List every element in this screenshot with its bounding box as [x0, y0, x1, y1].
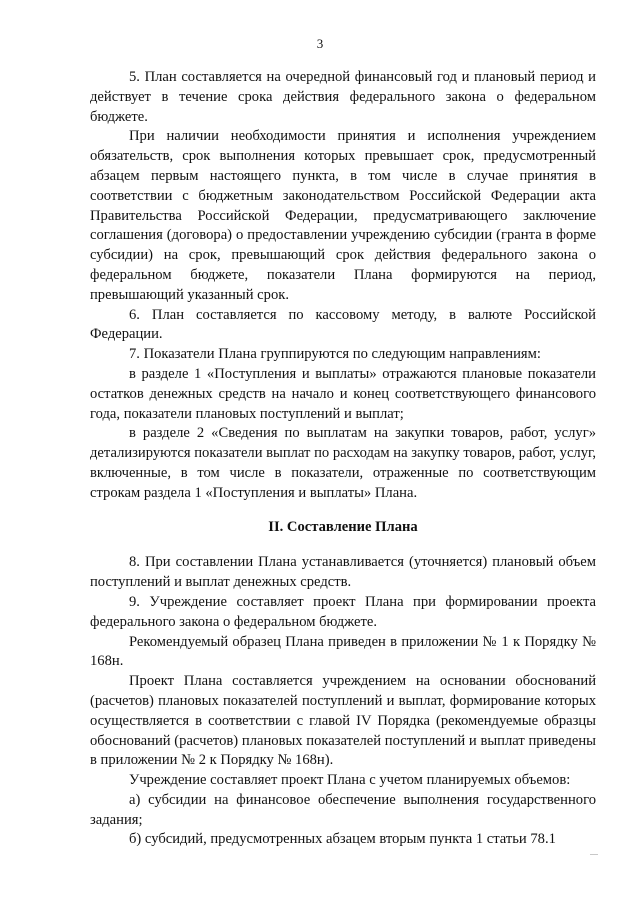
paragraph: Учреждение составляет проект Плана с учетом планируемых объемов:	[129, 772, 571, 789]
paragraph: 8. При составлении Плана устанавливается (уточняется) плановый объем поступлений и выплат денежных средств.	[90, 554, 596, 591]
paragraph: в разделе 2 «Сведения по выплатам на закупки товаров, работ, услуг» детализируются показатели выплат по расходам на закупку товаров, работ, услуг, включенные, в том числе в показатели, отраженные по соответствующим строкам раздела 1 «Поступления и выплаты» Плана.	[90, 425, 596, 501]
paragraph: 5. План составляется на очередной финансовый год и плановый период и действует в течение срока действия федерального закона о федеральном бюджете.	[90, 69, 596, 125]
paragraph: Проект Плана составляется учреждением на основании обоснований (расчетов) плановых показателей поступлений и выплат, формирование которых осуществляется в соответствии с главой IV Порядка (рекомендуемые образцы обоснований (расчетов) плановых показателей поступлений и выплат приведены в приложении № 2 к Порядку № 168н).	[90, 673, 596, 769]
paragraph: 6. План составляется по кассовому методу, в валюте Российской Федерации.	[90, 306, 596, 343]
paragraph: 9. Учреждение составляет проект Плана при формировании проекта федерального закона о федеральном бюджете.	[90, 593, 596, 630]
scan-mark	[590, 854, 598, 855]
paragraph: 7. Показатели Плана группируются по следующим направлениям:	[129, 346, 541, 363]
paragraph: Рекомендуемый образец Плана приведен в приложении № 1 к Порядку № 168н.	[90, 633, 596, 670]
paragraph: в разделе 1 «Поступления и выплаты» отражаются плановые показатели остатков денежных средств на начало и конец соответствующего финансового года, показатели плановых поступлений и выплат;	[90, 365, 596, 422]
page-number: 3	[316, 36, 324, 51]
paragraph: б) субсидий, предусмотренных абзацем вторым пункта 1 статьи 78.1	[129, 831, 556, 848]
document-body	[90, 68, 596, 850]
paragraph: При наличии необходимости принятия и исполнения учреждением обязательств, срок выполнения которых превышает срок, предусмотренный абзацем первым настоящего пункта, в том числе в случае принятия в соответствии с бюджетным законодательством Российской Федерации акта Правительства Российской Федерации, предусматривающего заключение соглашения (договора) о предоставлении учреждению субсидии (гранта в форме субсидии) на срок, превышающий срок действия федерального закона о федеральном бюджете, показатели Плана формируются на период, превышающий указанный срок.	[90, 128, 596, 303]
section-heading: II. Составление Плана	[268, 518, 418, 535]
paragraph: а) субсидии на финансовое обеспечение выполнения государственного задания;	[90, 791, 596, 828]
